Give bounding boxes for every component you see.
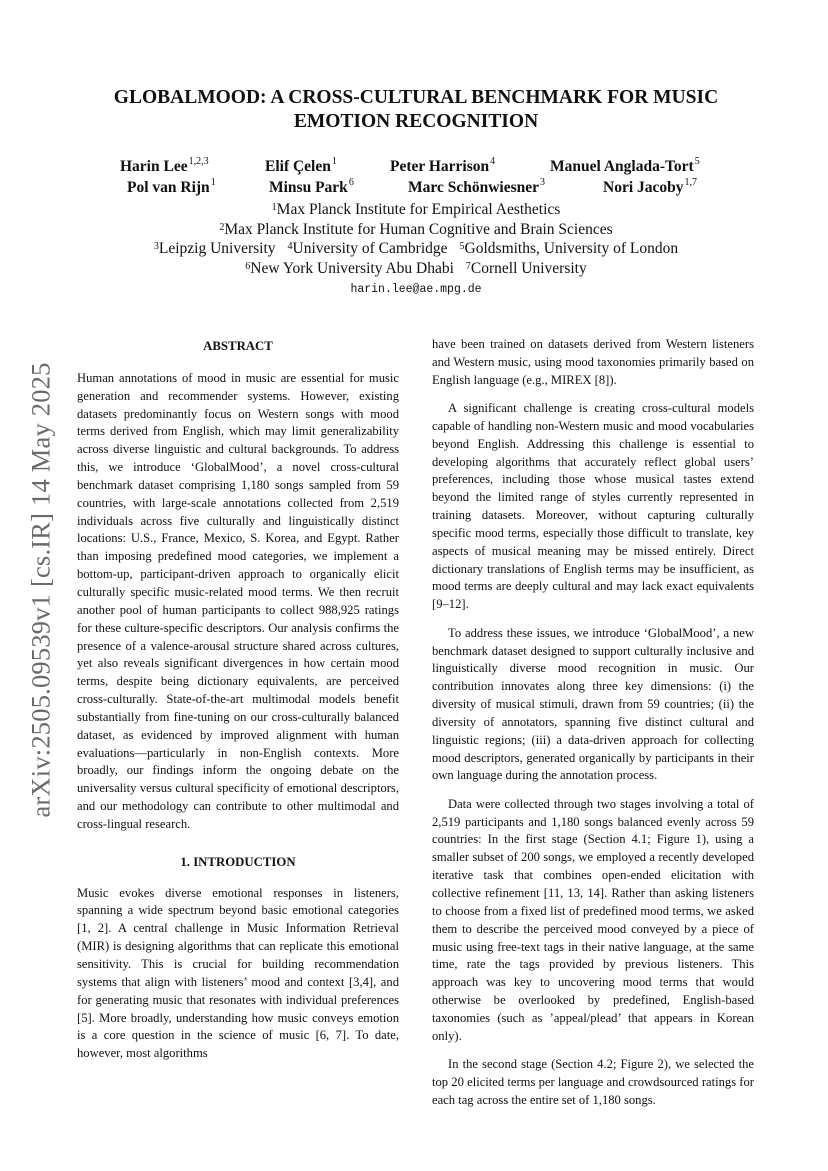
arxiv-identifier-text: arXiv:2505.09539v1 [cs.IR] 14 May 2025 (25, 362, 56, 818)
abstract-heading: ABSTRACT (203, 339, 273, 353)
author: Pol van Rijn$^1$ (127, 177, 216, 196)
title-line-1: GLOBALMOOD: A CROSS-CULTURAL BENCHMARK FOR MUSIC (113, 87, 719, 108)
affiliations (60, 200, 772, 278)
body-paragraph: A significant challenge is creating cross-cultural models capable of handling non-Western music and mood vocabularies beyond English. Addressing this challenge is essential to developing algorithms that accurately reflect global users’ preferences, including those whose musical tastes extend beyond the limited range of styles currently represented in training datasets. Moreover, without capturing culturally specific mood terms, especially those difficult to translate, key aspects of musical meaning may be missed entirely. Direct dictionary translations of English terms may be insufficient, as mood terms are deeply cultural and may lack exact equivalents [9–12]. (432, 401, 754, 612)
author: Harin Lee$^{1,2,3}$ (120, 156, 209, 175)
affiliation-line: $^3$Leipzig University $^4$University of Cambridge $^5$Goldsmiths, University of London (153, 240, 679, 257)
title-line-2: EMOTION RECOGNITION (293, 111, 539, 132)
author-row-2 (0, 179, 828, 200)
author-block (0, 158, 828, 200)
body-paragraph: To address these issues, we introduce ‘GlobalMood’, a new benchmark dataset designed to support culturally inclusive and linguistically diverse mood recognition in music. Our contribution innovates along three key dimensions: (i) the diversity of musical stimuli, drawn from 59 countries; (ii) the diversity of annotators, spanning five distinct cultural and linguistic regions; (iii) a data-driven approach for collecting mood descriptors, generated organically by participants in their own language during the annotation process. (432, 625, 754, 783)
author: Nori Jacoby$^{1,7}$ (603, 177, 698, 196)
author: Minsu Park$^6$ (269, 177, 354, 196)
introduction-heading: 1. INTRODUCTION (180, 854, 296, 869)
contact-email: harin.lee@ae.mpg.de (350, 283, 482, 296)
author: Marc Schönwiesner$^3$ (408, 177, 546, 196)
author: Elif Çelen$^1$ (265, 156, 337, 175)
affiliation-line: $^2$Max Planck Institute for Human Cognitive and Brain Sciences (219, 220, 613, 238)
introduction-paragraph: Music evokes diverse emotional responses in listeners, spanning a wide spectrum beyond basic emotional categories [1, 2]. A central challenge in Music Information Retrieval (MIR) is designing algorithms that can replicate this emotional sensitivity. This is crucial for building recommendation systems that align with listeners’ mood and context [3,4], and for generating music that resonates with individual preferences [5]. More broadly, understanding how music conveys emotion is a core question in the science of music [6, 7]. To date, however, most algorithms (77, 885, 399, 1061)
affiliation-line: $^6$New York University Abu Dhabi $^7$Cornell University (245, 259, 587, 277)
paper-title (60, 86, 772, 134)
author-row-1 (0, 158, 828, 179)
body-paragraph: In the second stage (Section 4.2; Figure 2), we selected the top 20 elicited terms per language and crowdsourced ratings for each tag across the entire set of 1,180 songs. (432, 1057, 754, 1107)
author: Manuel Anglada-Tort$^5$ (550, 156, 700, 175)
body-paragraph: Data were collected through two stages involving a total of 2,519 participants and 1,180 songs balanced evenly across 59 countries: In the first stage (Section 4.1; Figure 1), using a smaller subset of 200 songs, we employed a recently developed iterative task that combines open-ended elicitation with collective refinement [11, 13, 14]. Rather than asking listeners to choose from a fixed list of predefined mood terms, we asked them to describe the perceived mood conveyed by a piece of music using free-text tags in their native language, at the same time, rate the tags provided by previous listeners. This approach was key to uncovering mood terms that would otherwise be overlooked by predefined, English-based taxonomies (such as ’appeal/plead’ that appears in Korean only). (432, 796, 754, 1043)
author: Peter Harrison$^4$ (390, 156, 496, 175)
left-column (77, 336, 399, 1074)
right-column (432, 336, 754, 1120)
abstract-text: Human annotations of mood in music are essential for music generation and recommender systems. However, existing datasets predominantly focus on Western songs with mood terms derived from English, which may limit generalizability across diverse linguistic and cultural backgrounds. To address this, we introduce ‘GlobalMood’, a novel cross-cultural benchmark dataset comprising 1,180 songs sampled from 59 countries, with large-scale annotations collected from 2,519 individuals across five culturally and linguistically distinct locations: U.S., France, Mexico, S. Korea, and Egypt. Rather than imposing predefined mood categories, we implement a bottom-up, participant-driven approach to organically elicit culturally specific music-related mood terms. We then recruit another pool of human participants to collect 988,925 ratings for these culture-specific descriptors. Our analysis confirms the presence of a valence-arousal structure shared across cultures, yet also reveals significant divergences in how certain mood terms, despite being dictionary equivalents, are perceived cross-culturally. State-of-the-art multimodal models benefit substantially from fine-tuning on our cross-culturally balanced dataset, as evidenced by improved alignment with human evaluations—particularly in non-English contexts. More broadly, our findings inform the ongoing debate on the universality versus cultural specificity of emotional descriptors, and our methodology can contribute to other multimodal and cross-lingual research. (77, 370, 399, 831)
arxiv-identifier (22, 340, 60, 840)
body-paragraph: have been trained on datasets derived from Western listeners and Western music, using mood taxonomies primarily based on English language (e.g., MIREX [8]). (432, 337, 754, 387)
affiliation-line: $^1$Max Planck Institute for Empirical Aesthetics (271, 201, 561, 218)
